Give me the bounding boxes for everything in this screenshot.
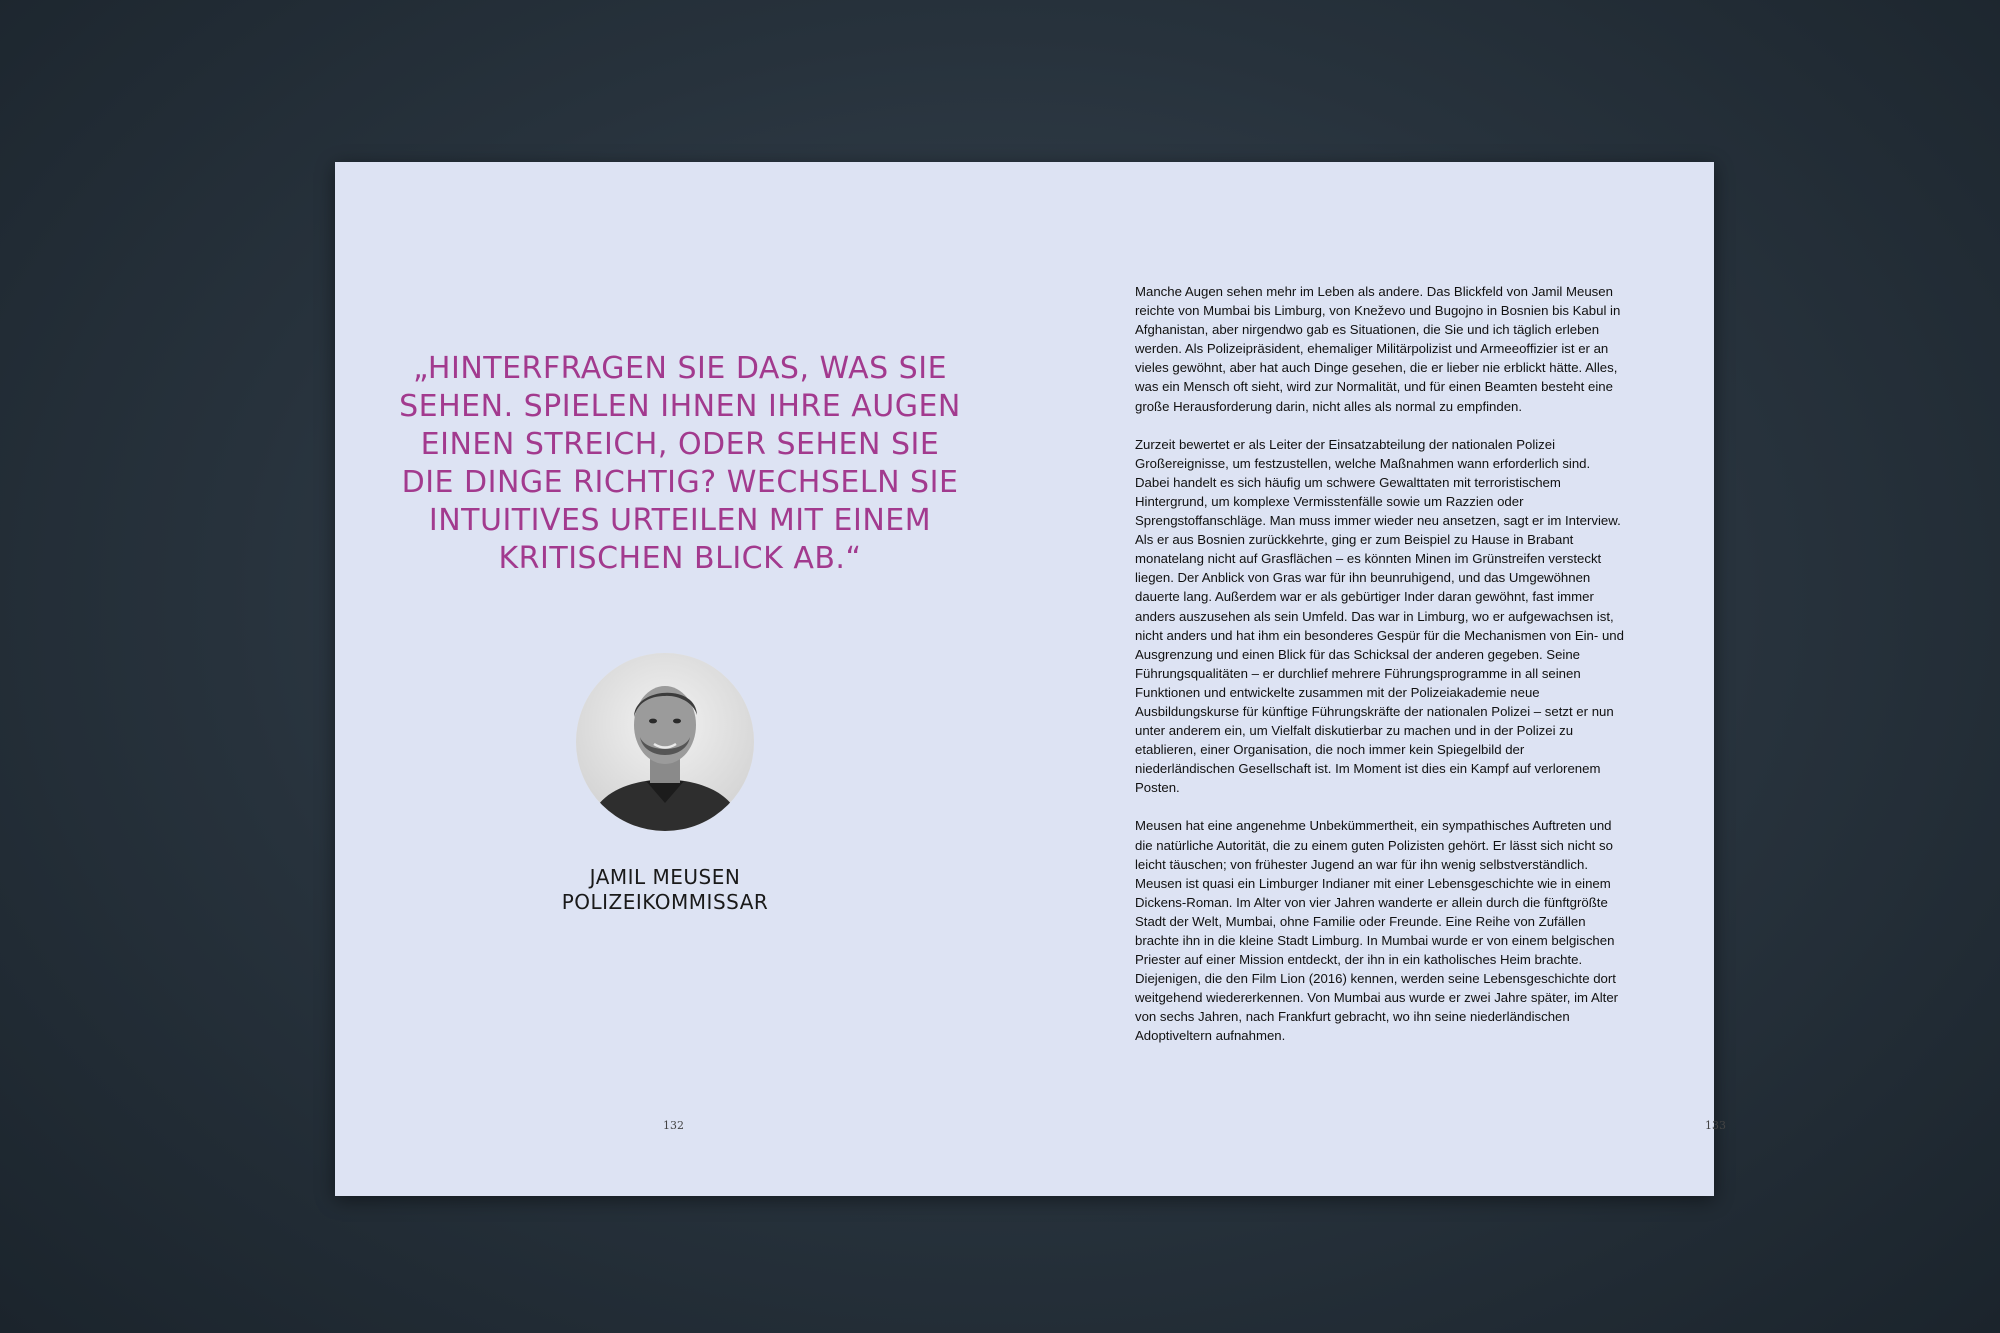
portrait-photo: [576, 653, 754, 831]
left-page: [335, 162, 1025, 1196]
page-number-right: 133: [1705, 1119, 1726, 1132]
pull-quote: „HINTERFRAGEN SIE DAS, WAS SIE SEHEN. SPIELEN IHNEN IHRE AUGEN EINEN STREICH, ODER SEHEN SIE DIE DINGE RICHTIG? WECHSELN SIE INTUITIVES URTEILEN MIT EINEM KRITISCHEN BLICK AB.“: [399, 351, 961, 576]
person-name: JAMIL MEUSEN: [589, 865, 741, 889]
person-role: POLIZEIKOMMISSAR: [561, 890, 769, 914]
book-spread: [335, 162, 1726, 1196]
article-body: [1135, 282, 1625, 1065]
body-paragraph: Meusen hat eine angenehme Unbekümmertheit, ein sympathisches Auftreten und die natürliche Autorität, die zu einem guten Polizisten gehört. Er lässt sich nicht so leicht täuschen; von frühester Jugend an war für ihn wenig selbstverständlich. Meusen ist quasi ein Limburger Indianer mit einer Lebensgeschichte wie in einem Dickens-Roman. Im Alter von vier Jahren wanderte er allein durch die fünftgrößte Stadt der Welt, Mumbai, ohne Familie oder Freunde. Eine Reihe von Zufällen brachte ihn in die kleine Stadt Limburg. In Mumbai wurde er von einem belgischen Priester auf einer Mission entdeckt, der ihn in ein katholisches Heim brachte. Diejenigen, die den Film Lion (2016) kennen, werden seine Lebensgeschichte dort weitgehend wiedererkennen. Von Mumbai aus wurde er zwei Jahre später, im Alter von sechs Jahren, nach Frankfurt gebracht, wo ihn seine niederländischen Adoptiveltern aufnahmen.: [1135, 818, 1619, 1044]
right-page: [1025, 162, 1726, 1196]
body-paragraph: Manche Augen sehen mehr im Leben als andere. Das Blickfeld von Jamil Meusen reichte von Mumbai bis Limburg, von Kneževo und Bugojno in Bosnien bis Kabul in Afghanistan, aber nirgendwo gab es Situationen, die Sie und ich täglich erleben werden. Als Polizeipräsident, ehemaliger Militärpolizist und Armeeoffizier ist er an vieles gewöhnt, aber hat auch Dinge gesehen, die er lieber nie erblickt hätte. Alles, was ein Mensch oft sieht, wird zur Normalität, und für einen Beamten besteht eine große Herausforderung darin, nicht alles als normal zu empfinden.: [1135, 284, 1621, 414]
body-paragraph: Zurzeit bewertet er als Leiter der Einsatzabteilung der nationalen Polizei Großereignisse, um festzustellen, welche Maßnahmen wann erforderlich sind. Dabei handelt es sich häufig um schwere Gewalttaten mit terroristischem Hintergrund, um komplexe Vermisstenfälle sowie um Razzien oder Sprengstoffanschläge. Man muss immer wieder neu ansetzen, sagt er im Interview. Als er aus Bosnien zurückkehrte, ging er zum Beispiel zu Hause in Brabant monatelang nicht auf Grasflächen – es könnten Minen im Grünstreifen versteckt liegen. Der Anblick von Gras war für ihn beunruhigend, und das Umgewöhnen dauerte lang. Außerdem war er als gebürtiger Inder daran gewöhnt, fast immer anders auszusehen als sein Umfeld. Das war in Limburg, wo er aufgewachsen ist, nicht anders und hat ihm ein besonderes Gespür für die Mechanismen von Ein- und Ausgrenzung und einen Blick für das Schicksal der anderen gegeben. Seine Führungsqualitäten – er durchlief mehrere Führungsprogramme in all seinen Funktionen und entwickelte zusammen mit der Polizeiakademie neue Ausbildungskurse für künftige Führungskräfte der nationalen Polizei – setzt er nun unter anderem ein, um Vielfalt diskutierbar zu machen und in der Polizei zu etablieren, einer Organisation, die noch immer kein Spiegelbild der niederländischen Gesellschaft ist. Im Moment ist dies ein Kampf auf verlorenem Posten.: [1135, 436, 1624, 796]
page-number-left: 132: [663, 1119, 684, 1132]
